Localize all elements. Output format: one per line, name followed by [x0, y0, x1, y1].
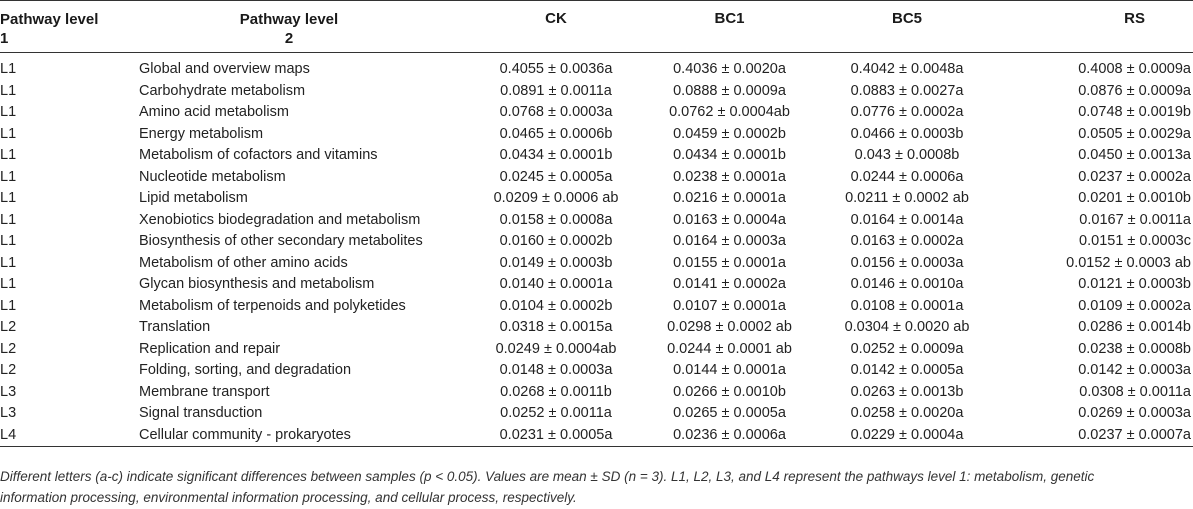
table-row — [0, 53, 1193, 81]
row-level1: L1 — [0, 168, 17, 185]
table-row — [0, 360, 1193, 382]
row-bc1: 0.0236 ± 0.0006a — [673, 426, 786, 443]
row-level2: Folding, sorting, and degradation — [139, 362, 352, 378]
row-level1: L2 — [0, 340, 17, 357]
header-bc1: BC1 — [714, 10, 745, 27]
row-level2: Replication and repair — [139, 340, 281, 357]
header-bc5: BC5 — [891, 10, 922, 27]
row-bc5: 0.0142 ± 0.0005a — [850, 362, 964, 378]
row-bc1: 0.0244 ± 0.0001 ab — [667, 340, 792, 357]
row-level2: Nucleotide metabolism — [139, 168, 286, 185]
row-level2: Cellular community - prokaryotes — [139, 426, 351, 443]
row-level1: L1 — [0, 147, 17, 163]
row-rs: 0.0308 ± 0.0011a — [1079, 383, 1191, 400]
table-body — [0, 53, 1193, 447]
table-row — [0, 102, 1193, 124]
row-rs: 0.0876 ± 0.0009a — [1078, 82, 1191, 99]
header-level1-line1: Pathway level — [0, 11, 99, 28]
header-rs: RS — [1124, 10, 1145, 27]
row-level2: Lipid metabolism — [139, 190, 248, 206]
row-bc5: 0.0304 ± 0.0020 ab — [844, 319, 970, 335]
row-bc5: 0.0211 ± 0.0002 ab — [845, 190, 969, 206]
table-row — [0, 253, 1193, 275]
row-level2: Membrane transport — [139, 383, 270, 400]
row-bc1: 0.0459 ± 0.0002b — [673, 125, 786, 142]
row-bc5: 0.0146 ± 0.0010a — [850, 276, 964, 292]
header-row — [0, 1, 1193, 53]
row-bc1: 0.0434 ± 0.0001b — [673, 147, 786, 163]
row-level2: Metabolism of other amino acids — [139, 254, 348, 271]
row-ck: 0.0249 ± 0.0004ab — [495, 340, 617, 357]
header-level2-line2: 2 — [284, 30, 294, 47]
table-row — [0, 145, 1193, 167]
row-level1: L4 — [0, 426, 17, 443]
row-bc5: 0.0883 ± 0.0027a — [850, 82, 964, 99]
row-ck: 0.0158 ± 0.0008a — [499, 211, 613, 228]
row-ck: 0.0160 ± 0.0002b — [499, 233, 613, 249]
row-rs: 0.0269 ± 0.0003a — [1078, 405, 1191, 421]
row-ck: 0.0149 ± 0.0003b — [499, 254, 613, 271]
row-ck: 0.0465 ± 0.0006b — [499, 125, 613, 142]
row-level1: L3 — [0, 405, 17, 421]
row-rs: 0.0151 ± 0.0003c — [1079, 233, 1191, 249]
row-rs: 0.0748 ± 0.0019b — [1078, 104, 1191, 120]
header-ck: CK — [545, 10, 567, 27]
row-level2: Glycan biosynthesis and metabolism — [139, 276, 375, 292]
row-rs: 0.0121 ± 0.0003b — [1078, 276, 1191, 292]
row-bc1: 0.0238 ± 0.0001a — [673, 168, 786, 185]
table-row — [0, 124, 1193, 146]
row-bc1: 0.0762 ± 0.0004ab — [669, 104, 790, 120]
row-level2: Carbohydrate metabolism — [139, 82, 306, 99]
row-ck: 0.4055 ± 0.0036a — [499, 61, 613, 77]
row-level1: L1 — [0, 254, 17, 271]
row-bc1: 0.0164 ± 0.0003a — [673, 233, 786, 249]
row-bc1: 0.0265 ± 0.0005a — [673, 405, 786, 421]
row-bc5: 0.0164 ± 0.0014a — [850, 211, 964, 228]
row-rs: 0.0238 ± 0.0008b — [1078, 340, 1191, 357]
row-bc1: 0.0163 ± 0.0004a — [673, 211, 786, 228]
row-ck: 0.0318 ± 0.0015a — [499, 319, 613, 335]
row-level2: Xenobiotics biodegradation and metabolism — [139, 211, 421, 228]
row-ck: 0.0209 ± 0.0006 ab — [493, 190, 619, 206]
row-rs: 0.0201 ± 0.0010b — [1078, 190, 1191, 206]
row-level2: Biosynthesis of other secondary metabolites — [139, 233, 423, 249]
row-ck: 0.0148 ± 0.0003a — [499, 362, 613, 378]
row-bc5: 0.0156 ± 0.0003a — [850, 254, 964, 271]
row-level1: L1 — [0, 233, 17, 249]
header-pathway-level-1 — [0, 1, 139, 53]
row-level2: Energy metabolism — [139, 125, 264, 142]
row-bc5: 0.4042 ± 0.0048a — [850, 61, 964, 77]
table-row — [0, 339, 1193, 361]
row-ck: 0.0768 ± 0.0003a — [499, 104, 613, 120]
table-row — [0, 81, 1193, 103]
table-row — [0, 231, 1193, 253]
row-bc1: 0.0155 ± 0.0001a — [673, 254, 786, 271]
row-bc5: 0.0466 ± 0.0003b — [850, 125, 964, 142]
table-row — [0, 317, 1193, 339]
row-bc5: 0.0263 ± 0.0013b — [850, 383, 964, 400]
row-ck: 0.0104 ± 0.0002b — [499, 297, 613, 314]
row-level1: L1 — [0, 276, 17, 292]
row-rs: 0.4008 ± 0.0009a — [1078, 61, 1191, 77]
row-rs: 0.0237 ± 0.0002a — [1078, 168, 1191, 185]
row-bc5: 0.0776 ± 0.0002a — [850, 104, 964, 120]
row-bc5: 0.0163 ± 0.0002a — [850, 233, 964, 249]
row-rs: 0.0142 ± 0.0003a — [1078, 362, 1191, 378]
row-rs: 0.0450 ± 0.0013a — [1078, 147, 1191, 163]
row-level1: L2 — [0, 319, 17, 335]
row-rs: 0.0505 ± 0.0029a — [1078, 125, 1191, 142]
row-bc1: 0.0216 ± 0.0001a — [673, 190, 786, 206]
table-footnote: Different letters (a-c) indicate significant differences between samples (p < 0.05). Values are mean ± SD (n = 3). L1, L2, L3, and L4 represent the pathways level 1: metabolism, genetic information processing, environmental information processing, and cellular process, respectively. — [0, 469, 1095, 505]
row-level2: Metabolism of cofactors and vitamins — [139, 147, 378, 163]
row-ck: 0.0140 ± 0.0001a — [499, 276, 613, 292]
row-ck: 0.0252 ± 0.0011a — [500, 405, 612, 421]
header-level1-line2: 1 — [0, 30, 9, 47]
table-row — [0, 274, 1193, 296]
row-rs: 0.0167 ± 0.0011a — [1079, 211, 1191, 228]
row-ck: 0.0891 ± 0.0011a — [500, 82, 612, 99]
row-rs: 0.0237 ± 0.0007a — [1078, 426, 1191, 443]
row-level1: L1 — [0, 190, 17, 206]
table-row — [0, 296, 1193, 318]
row-ck: 0.0434 ± 0.0001b — [499, 147, 613, 163]
row-level1: L1 — [0, 125, 17, 142]
row-bc5: 0.0252 ± 0.0009a — [850, 340, 964, 357]
row-bc1: 0.0144 ± 0.0001a — [673, 362, 786, 378]
header-level2-line1: Pathway level — [239, 11, 339, 28]
row-rs: 0.0152 ± 0.0003 ab — [1066, 254, 1191, 271]
row-rs: 0.0109 ± 0.0002a — [1078, 297, 1191, 314]
row-bc1: 0.0266 ± 0.0010b — [673, 383, 786, 400]
table-row — [0, 382, 1193, 404]
table-row — [0, 425, 1193, 447]
row-level2: Metabolism of terpenoids and polyketides — [139, 297, 406, 314]
row-level1: L1 — [0, 82, 17, 99]
row-bc5: 0.043 ± 0.0008b — [854, 147, 960, 163]
header-pathway-level-2 — [139, 1, 469, 53]
row-level1: L1 — [0, 297, 17, 314]
table-row — [0, 403, 1193, 425]
row-ck: 0.0245 ± 0.0005a — [499, 168, 613, 185]
row-level2: Translation — [139, 319, 211, 335]
row-level1: L3 — [0, 383, 17, 400]
row-ck: 0.0268 ± 0.0011b — [500, 383, 612, 400]
row-level2: Signal transduction — [139, 405, 263, 421]
row-level1: L1 — [0, 104, 17, 120]
table-row — [0, 188, 1193, 210]
row-bc1: 0.0298 ± 0.0002 ab — [667, 319, 792, 335]
row-bc1: 0.0141 ± 0.0002a — [673, 276, 786, 292]
row-level2: Amino acid metabolism — [139, 104, 289, 120]
row-bc1: 0.4036 ± 0.0020a — [673, 61, 786, 77]
row-bc1: 0.0107 ± 0.0001a — [673, 297, 786, 314]
row-bc5: 0.0229 ± 0.0004a — [850, 426, 964, 443]
row-bc5: 0.0258 ± 0.0020a — [850, 405, 964, 421]
table-row — [0, 210, 1193, 232]
row-level2: Global and overview maps — [139, 61, 310, 77]
table-row — [0, 167, 1193, 189]
row-rs: 0.0286 ± 0.0014b — [1078, 319, 1191, 335]
row-level1: L2 — [0, 362, 17, 378]
row-bc1: 0.0888 ± 0.0009a — [673, 82, 786, 99]
row-bc5: 0.0244 ± 0.0006a — [850, 168, 964, 185]
row-ck: 0.0231 ± 0.0005a — [499, 426, 613, 443]
row-level1: L1 — [0, 61, 17, 77]
row-bc5: 0.0108 ± 0.0001a — [850, 297, 964, 314]
row-level1: L1 — [0, 211, 17, 228]
